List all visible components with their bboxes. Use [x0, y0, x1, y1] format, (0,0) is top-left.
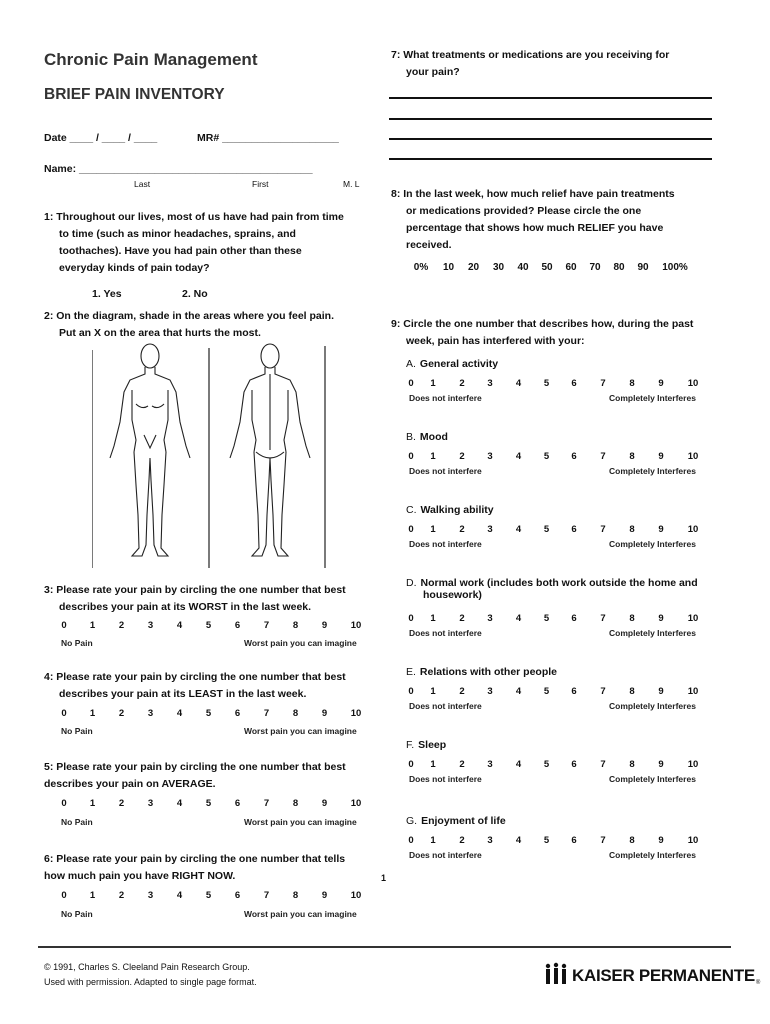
- percentage-option[interactable]: 80: [613, 262, 625, 273]
- scale-option[interactable]: 6: [234, 798, 241, 809]
- scale-option[interactable]: 10: [687, 759, 699, 770]
- scale-option[interactable]: 4: [515, 613, 522, 624]
- interference-low-label: Does not interfere: [409, 850, 482, 860]
- interference-high-label: Completely Interferes: [609, 774, 696, 784]
- scale-option[interactable]: 0: [61, 890, 67, 901]
- scale-option[interactable]: 2: [118, 620, 125, 631]
- scale-option[interactable]: 3: [487, 524, 493, 535]
- scale-option[interactable]: 7: [600, 686, 606, 697]
- question-5: 5: Please rate your pain by circling the one number that best describes your pain on AVERAGE.: [44, 761, 346, 790]
- scale-option[interactable]: 8: [629, 686, 635, 697]
- scale-option[interactable]: 8: [629, 451, 635, 462]
- interference-scale[interactable]: [404, 759, 710, 770]
- scale-option[interactable]: 5: [543, 835, 550, 846]
- scale-option[interactable]: 7: [600, 759, 606, 770]
- scale-option[interactable]: 7: [600, 835, 606, 846]
- scale-option[interactable]: 4: [515, 524, 522, 535]
- answer-line[interactable]: [389, 158, 712, 160]
- scale-option[interactable]: 1: [89, 890, 96, 901]
- scale-option[interactable]: 0: [408, 451, 414, 462]
- scale-option[interactable]: 7: [263, 620, 270, 631]
- interference-item-label: A. General activity: [406, 358, 499, 370]
- scale-option[interactable]: 0: [408, 524, 414, 535]
- question-6: 6: Please rate your pain by circling the one number that tells how much pain you have RIGHT NOW.: [44, 853, 346, 882]
- percentage-option[interactable]: 50: [541, 262, 553, 273]
- scale-option[interactable]: 8: [292, 798, 299, 809]
- scale-option[interactable]: 1: [430, 524, 436, 535]
- interference-low-label: Does not interfere: [409, 393, 482, 403]
- scale-option[interactable]: 5: [543, 451, 550, 462]
- interference-item-label: G. Enjoyment of life: [406, 815, 506, 827]
- trademark-mark: ®: [755, 980, 761, 986]
- scale-option[interactable]: 5: [543, 524, 550, 535]
- scale-option[interactable]: 4: [515, 686, 522, 697]
- scale-option[interactable]: 0: [61, 708, 67, 719]
- scale-option[interactable]: 9: [658, 759, 664, 770]
- interference-item-label: F. Sleep: [406, 739, 447, 751]
- page-number: 1: [381, 873, 387, 883]
- scale-option[interactable]: 0: [61, 620, 67, 631]
- question-9: 9: Circle the one number that describes how, during the past week, pain has interfered with your:: [391, 318, 694, 347]
- scale-option[interactable]: 5: [543, 759, 550, 770]
- answer-line[interactable]: [389, 97, 712, 99]
- copyright-text: © 1991, Charles S. Cleeland Pain Research Group.: [44, 962, 250, 972]
- relief-percentage-scale[interactable]: [406, 262, 695, 273]
- scale-option[interactable]: 1: [430, 686, 436, 697]
- scale-option[interactable]: 1: [89, 798, 96, 809]
- interference-scale[interactable]: [404, 835, 710, 846]
- interference-scale[interactable]: [404, 613, 710, 624]
- scale-option[interactable]: 9: [321, 620, 328, 631]
- name-field[interactable]: Name: ________________________________________: [44, 163, 313, 175]
- scale-option[interactable]: 7: [600, 613, 606, 624]
- scale-option[interactable]: 4: [515, 759, 522, 770]
- scale-option[interactable]: 10: [687, 378, 699, 389]
- percentage-option[interactable]: 0%: [413, 262, 429, 273]
- percentage-option[interactable]: 90: [637, 262, 649, 273]
- scale-option[interactable]: 0: [408, 759, 414, 770]
- scale-option[interactable]: 1: [430, 759, 436, 770]
- scale-option[interactable]: 3: [147, 708, 154, 719]
- scale-option[interactable]: 7: [600, 451, 606, 462]
- scale-option[interactable]: 2: [459, 451, 465, 462]
- scale-option[interactable]: 7: [600, 524, 606, 535]
- scale-option[interactable]: 5: [205, 890, 212, 901]
- front-body-figure: [110, 344, 190, 556]
- interference-high-label: Completely Interferes: [609, 466, 696, 476]
- scale-option[interactable]: 9: [658, 378, 664, 389]
- page-title: Chronic Pain Management: [44, 50, 258, 69]
- scale-option[interactable]: 7: [600, 378, 606, 389]
- scale-high-label: Worst pain you can imagine: [244, 638, 357, 648]
- kaiser-people-icon: [544, 962, 568, 986]
- scale-option[interactable]: 3: [147, 890, 154, 901]
- name-first-label: First: [252, 179, 269, 189]
- scale-option[interactable]: 9: [658, 835, 664, 846]
- scale-option[interactable]: 8: [629, 759, 635, 770]
- scale-option[interactable]: 10: [687, 451, 699, 462]
- question-1: 1: Throughout our lives, most of us have had pain from time to time (such as minor headaches, sprains, and toothaches). Have you had pain other than these everyday kinds of pain today?: [44, 211, 344, 274]
- scale-option[interactable]: 2: [459, 613, 465, 624]
- scale-option[interactable]: 1: [430, 613, 436, 624]
- scale-option[interactable]: 7: [263, 798, 270, 809]
- answer-line[interactable]: [389, 118, 712, 120]
- scale-low-label: No Pain: [61, 726, 93, 736]
- scale-option[interactable]: 4: [176, 708, 183, 719]
- question-7: 7: What treatments or medications are you receiving for your pain?: [391, 49, 670, 78]
- scale-low-label: No Pain: [61, 638, 93, 648]
- question-3: 3: Please rate your pain by circling the one number that best describes your pain at its WORST in the last week.: [44, 584, 346, 613]
- scale-option[interactable]: 7: [263, 890, 270, 901]
- q5-scale[interactable]: [50, 798, 373, 809]
- form-title: BRIEF PAIN INVENTORY: [44, 86, 225, 103]
- scale-option[interactable]: 9: [658, 613, 664, 624]
- scale-option[interactable]: 8: [629, 613, 635, 624]
- scale-option[interactable]: 6: [571, 613, 577, 624]
- interference-high-label: Completely Interferes: [609, 701, 696, 711]
- scale-option[interactable]: 8: [292, 708, 299, 719]
- interference-scale[interactable]: [404, 378, 710, 389]
- scale-option[interactable]: 0: [408, 378, 414, 389]
- question-8: 8: In the last week, how much relief have pain treatments or medications provided? Please circle the one percentage that shows how much RELIEF you have received.: [391, 188, 675, 251]
- scale-option[interactable]: 8: [292, 620, 299, 631]
- interference-high-label: Completely Interferes: [609, 628, 696, 638]
- scale-option[interactable]: 3: [487, 378, 493, 389]
- scale-option[interactable]: 0: [408, 686, 414, 697]
- scale-option[interactable]: 8: [629, 835, 635, 846]
- scale-option[interactable]: 4: [176, 620, 183, 631]
- percentage-option[interactable]: 40: [517, 262, 529, 273]
- scale-option[interactable]: 3: [487, 759, 493, 770]
- scale-option[interactable]: 0: [408, 613, 414, 624]
- scale-option[interactable]: 9: [321, 798, 328, 809]
- scale-option[interactable]: 3: [147, 620, 154, 631]
- scale-option[interactable]: 9: [658, 686, 664, 697]
- scale-option[interactable]: 3: [487, 686, 493, 697]
- interference-high-label: Completely Interferes: [609, 539, 696, 549]
- name-mi-label: M. L: [343, 179, 360, 189]
- mr-field[interactable]: MR# ____________________: [197, 132, 339, 144]
- scale-option[interactable]: 10: [687, 686, 699, 697]
- scale-option[interactable]: 8: [292, 890, 299, 901]
- scale-option[interactable]: 0: [408, 835, 414, 846]
- question-1-text: 1: Throughout our lives, most of us have had pain from time: [44, 211, 344, 223]
- scale-option[interactable]: 6: [571, 835, 577, 846]
- question-4: 4: Please rate your pain by circling the one number that best describes your pain at its LEAST in the last week.: [44, 671, 346, 700]
- date-field[interactable]: Date ____ / ____ / ____: [44, 132, 158, 144]
- q1-option-no[interactable]: 2. No: [182, 288, 208, 300]
- percentage-option[interactable]: 10: [442, 262, 455, 273]
- interference-low-label: Does not interfere: [409, 466, 482, 476]
- scale-option[interactable]: 10: [350, 890, 362, 901]
- scale-option[interactable]: 2: [118, 708, 125, 719]
- scale-option[interactable]: 9: [658, 451, 664, 462]
- scale-option[interactable]: 3: [147, 798, 154, 809]
- interference-scale[interactable]: [404, 524, 710, 535]
- scale-option[interactable]: 5: [543, 378, 550, 389]
- scale-option[interactable]: 0: [61, 798, 67, 809]
- scale-option[interactable]: 2: [459, 524, 465, 535]
- scale-high-label: Worst pain you can imagine: [244, 817, 357, 827]
- scale-option[interactable]: 1: [430, 378, 436, 389]
- scale-option[interactable]: 10: [350, 798, 362, 809]
- interference-scale[interactable]: [404, 451, 710, 462]
- scale-option[interactable]: 4: [515, 451, 522, 462]
- footer-divider: [38, 946, 731, 948]
- scale-option[interactable]: 7: [263, 708, 270, 719]
- scale-option[interactable]: 2: [459, 835, 465, 846]
- body-diagram[interactable]: [92, 340, 328, 572]
- answer-line[interactable]: [389, 138, 712, 140]
- name-last-label: Last: [134, 179, 151, 189]
- scale-option[interactable]: 5: [205, 708, 212, 719]
- scale-option[interactable]: 6: [234, 890, 241, 901]
- scale-option[interactable]: 1: [430, 835, 436, 846]
- scale-option[interactable]: 1: [89, 620, 96, 631]
- percentage-option[interactable]: 60: [565, 262, 577, 273]
- scale-option[interactable]: 4: [515, 835, 522, 846]
- scale-option[interactable]: 6: [571, 378, 577, 389]
- scale-option[interactable]: 5: [205, 798, 212, 809]
- interference-item-label: D. Normal work (includes both work outside the home and housework): [406, 577, 698, 601]
- percentage-option[interactable]: 70: [589, 262, 601, 273]
- scale-option[interactable]: 6: [234, 708, 241, 719]
- scale-option[interactable]: 2: [459, 759, 465, 770]
- scale-option[interactable]: 9: [321, 890, 328, 901]
- interference-low-label: Does not interfere: [409, 628, 482, 638]
- scale-option[interactable]: 1: [430, 451, 436, 462]
- scale-option[interactable]: 10: [687, 613, 699, 624]
- scale-option[interactable]: 5: [543, 613, 550, 624]
- question-2: 2: On the diagram, shade in the areas where you feel pain. Put an X on the area that hurts the most.: [44, 310, 335, 339]
- scale-option[interactable]: 6: [571, 686, 577, 697]
- scale-option[interactable]: 8: [629, 378, 635, 389]
- scale-option[interactable]: 10: [687, 835, 699, 846]
- q4-scale[interactable]: [50, 708, 373, 719]
- scale-option[interactable]: 5: [205, 620, 212, 631]
- permission-text: Used with permission. Adapted to single page format.: [44, 977, 257, 987]
- scale-option[interactable]: 1: [89, 708, 96, 719]
- scale-low-label: No Pain: [61, 817, 93, 827]
- scale-option[interactable]: 4: [176, 798, 183, 809]
- scale-option[interactable]: 5: [543, 686, 550, 697]
- scale-option[interactable]: 6: [571, 759, 577, 770]
- kaiser-logo-text: KAISER PERMANENTE: [572, 966, 755, 985]
- scale-high-label: Worst pain you can imagine: [244, 909, 357, 919]
- interference-scale[interactable]: [404, 686, 710, 697]
- scale-low-label: No Pain: [61, 909, 93, 919]
- interference-high-label: Completely Interferes: [609, 850, 696, 860]
- scale-option[interactable]: 6: [571, 524, 577, 535]
- q1-option-yes[interactable]: 1. Yes: [92, 288, 122, 300]
- scale-option[interactable]: 4: [515, 378, 522, 389]
- q3-scale[interactable]: [50, 620, 373, 631]
- scale-option[interactable]: 10: [687, 524, 699, 535]
- scale-option[interactable]: 8: [629, 524, 635, 535]
- scale-option[interactable]: 2: [118, 890, 125, 901]
- scale-option[interactable]: 10: [350, 708, 362, 719]
- interference-low-label: Does not interfere: [409, 701, 482, 711]
- q6-scale[interactable]: [50, 890, 373, 901]
- percentage-option[interactable]: 30: [492, 262, 505, 273]
- scale-option[interactable]: 2: [459, 378, 465, 389]
- scale-option[interactable]: 6: [571, 451, 577, 462]
- interference-low-label: Does not interfere: [409, 774, 482, 784]
- scale-option[interactable]: 6: [234, 620, 241, 631]
- interference-high-label: Completely Interferes: [609, 393, 696, 403]
- scale-option[interactable]: 9: [658, 524, 664, 535]
- back-body-figure: [230, 344, 310, 556]
- kaiser-logo: [544, 962, 760, 986]
- interference-low-label: Does not interfere: [409, 539, 482, 549]
- scale-option[interactable]: 4: [176, 890, 183, 901]
- interference-item-label: C. Walking ability: [406, 504, 494, 516]
- scale-option[interactable]: 10: [350, 620, 362, 631]
- percentage-option[interactable]: 20: [467, 262, 480, 273]
- percentage-option[interactable]: 100%: [662, 262, 688, 273]
- scale-option[interactable]: 9: [321, 708, 328, 719]
- interference-item-label: E. Relations with other people: [406, 666, 558, 678]
- scale-option[interactable]: 3: [487, 451, 493, 462]
- scale-option[interactable]: 3: [487, 613, 493, 624]
- interference-item-label: B. Mood: [406, 431, 448, 443]
- scale-option[interactable]: 2: [459, 686, 465, 697]
- scale-high-label: Worst pain you can imagine: [244, 726, 357, 736]
- scale-option[interactable]: 2: [118, 798, 125, 809]
- scale-option[interactable]: 3: [487, 835, 493, 846]
